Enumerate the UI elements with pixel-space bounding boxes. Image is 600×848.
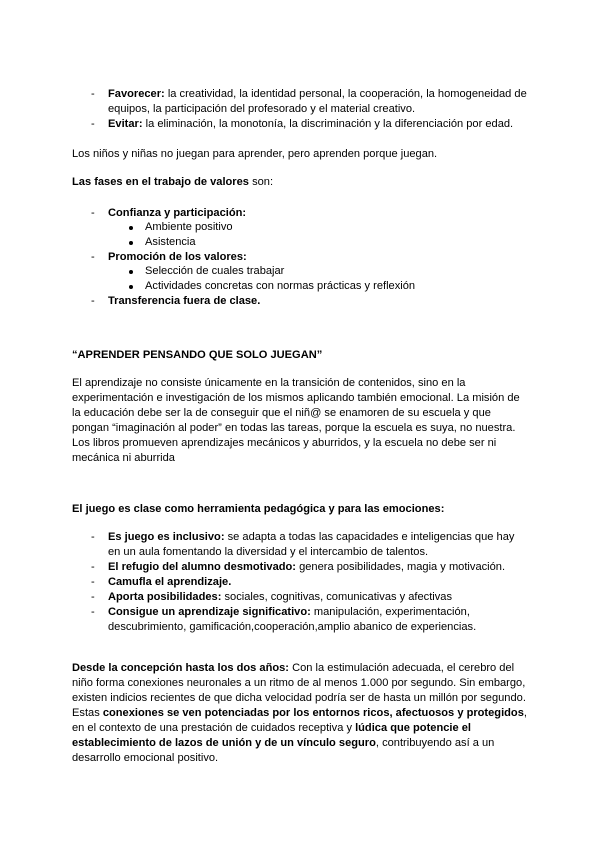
inclusivo-text: se adapta a todas las capacidades e inteligencias que hay — [224, 531, 515, 543]
consigue-text: manipulación, experimentación, — [310, 606, 470, 618]
consigue-continuation: descubrimiento, gamificación,cooperación,amplio abanico de experiencias. — [108, 621, 477, 633]
juego-item-aporta — [108, 590, 452, 605]
refugio-text: genera posibilidades, magia y motivación. — [296, 561, 506, 573]
concepcion-line-6 — [72, 736, 494, 751]
list-dash: - — [91, 531, 95, 543]
list-dash: - — [91, 561, 95, 573]
fases-heading-bold: Las fases en el trabajo de valores — [72, 176, 249, 188]
aprender-line: El aprendizaje no consiste únicamente en la transición de contenidos, sino en la — [72, 377, 466, 389]
concepcion-line-4 — [72, 706, 527, 721]
aprender-line: experimentación e investigación de los mismos aplicando también emocional. La misión de — [72, 392, 520, 404]
favorecer-text: la creatividad, la identidad personal, la cooperación, la homogeneidad de — [164, 88, 527, 100]
list-item-evitar — [108, 117, 513, 132]
concepcion-line-5 — [72, 721, 471, 736]
list-dash: - — [91, 88, 95, 100]
evitar-label: Evitar: — [108, 118, 143, 130]
list-item-favorecer — [108, 87, 527, 102]
concepcion-line-3: existen indicios recientes de que dicha velocidad podría ser de hasta un millón por segundo. — [72, 692, 526, 704]
refugio-label: El refugio del alumno desmotivado: — [108, 561, 296, 573]
concepcion-line-7: desarrollo emocional positivo. — [72, 752, 219, 764]
fase-sub-item: Ambiente positivo — [145, 221, 233, 233]
fase-sub-item: Asistencia — [145, 236, 196, 248]
paragraph-juegan: Los niños y niñas no juegan para aprender, pero aprenden porque juegan. — [72, 148, 438, 160]
concepcion-text: Con la estimulación adecuada, el cerebro del — [289, 662, 515, 674]
concepcion-heading: Desde la concepción hasta los dos años: — [72, 662, 290, 674]
concepcion-text: Estas — [72, 707, 103, 719]
favorecer-label: Favorecer: — [108, 88, 165, 100]
aprender-line: pongan “imaginación al poder” en todas las tareas, porque la escuela es suya, no nuestra. — [72, 422, 516, 434]
evitar-text: la eliminación, la monotonía, la discriminación y la diferenciación por edad. — [142, 118, 514, 130]
concepcion-bold-text: conexiones se ven potenciadas por los entornos ricos, afectuosos y protegidos — [102, 707, 524, 719]
juego-item-camufla: Camufla el aprendizaje. — [108, 576, 232, 588]
aprender-title: “APRENDER PENSANDO QUE SOLO JUEGAN” — [72, 349, 323, 361]
aporta-label: Aporta posibilidades: — [108, 591, 222, 603]
fases-heading-rest: son: — [248, 176, 274, 188]
juego-heading: El juego es clase como herramienta pedagógica y para las emociones: — [72, 503, 445, 515]
concepcion-line-1 — [72, 661, 514, 676]
fase-confianza: Confianza y participación: — [108, 207, 247, 219]
list-dash: - — [91, 606, 95, 618]
list-dash: - — [91, 576, 95, 588]
aprender-line: la educación debe ser la de conseguir que el niñ@ se enamoren de su escuela y que — [72, 407, 491, 419]
list-dash: - — [91, 118, 95, 130]
inclusivo-label: Es juego es inclusivo: — [108, 531, 225, 543]
fase-sub-item: Actividades concretas con normas prácticas y reflexión — [145, 280, 416, 292]
consigue-label: Consigue un aprendizaje significativo: — [108, 606, 311, 618]
list-dash: - — [91, 251, 95, 263]
bullet-dot — [129, 241, 133, 245]
fase-transferencia: Transferencia fuera de clase. — [108, 295, 261, 307]
concepcion-bold-text: establecimiento de lazos de unión y de un vínculo seguro — [72, 737, 376, 749]
aprender-line: Los libros promueven aprendizajes mecánicos y aburridos, y la escuela no debe ser ni — [72, 437, 497, 449]
bullet-dot — [129, 226, 133, 230]
inclusivo-continuation: en un aula fomentando la diversidad y el intercambio de talentos. — [108, 546, 429, 558]
list-dash: - — [91, 207, 95, 219]
fase-promocion: Promoción de los valores: — [108, 251, 247, 263]
aporta-text: sociales, cognitivas, comunicativas y afectivas — [221, 591, 453, 603]
concepcion-bold-text: lúdica que potencie el — [355, 722, 471, 734]
concepcion-text: , — [523, 707, 527, 719]
concepcion-text: , contribuyendo así a un — [375, 737, 495, 749]
concepcion-text: en el contexto de una prestación de cuidados receptiva y — [72, 722, 356, 734]
aprender-line: mecánica ni aburrida — [72, 452, 175, 464]
bullet-dot — [129, 270, 133, 274]
list-dash: - — [91, 591, 95, 603]
list-dash: - — [91, 295, 95, 307]
juego-item-refugio — [108, 560, 505, 575]
fases-heading — [72, 175, 273, 190]
favorecer-continuation: equipos, la participación del profesorado y el material creativo. — [108, 103, 416, 115]
juego-item-consigue — [108, 605, 470, 620]
bullet-dot — [129, 285, 133, 289]
concepcion-line-2: niño forma conexiones neuronales a un ritmo de al menos 1.000 por segundo. Sin embargo, — [72, 677, 526, 689]
fase-sub-item: Selección de cuales trabajar — [145, 265, 285, 277]
juego-item-inclusivo — [108, 530, 514, 545]
